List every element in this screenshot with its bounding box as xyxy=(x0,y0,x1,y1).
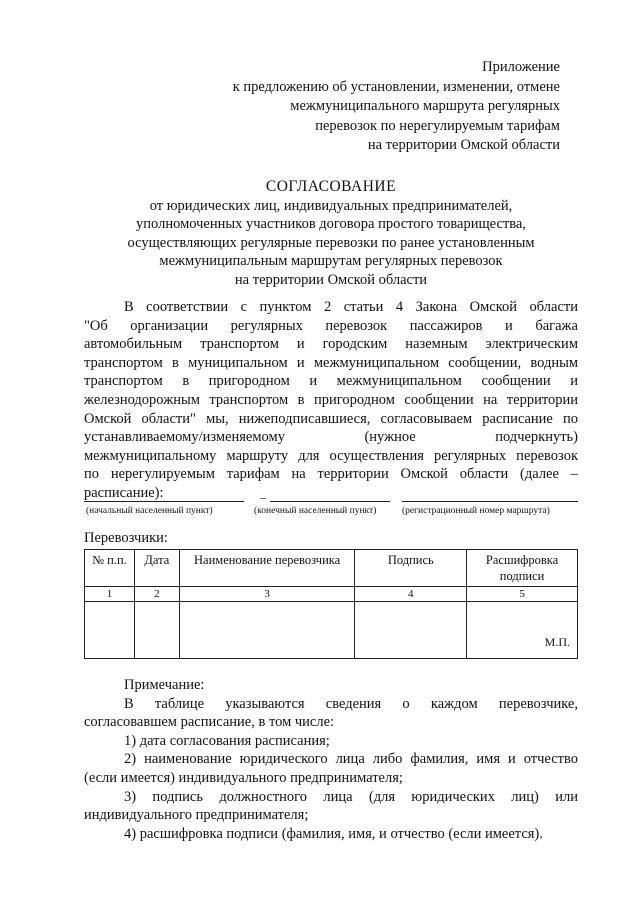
agreement-paragraph xyxy=(84,298,578,503)
carrier-name-cell[interactable] xyxy=(179,602,355,659)
number-cell[interactable] xyxy=(85,602,135,659)
paragraph-line: транспортом в пригородном и межмуниципальном сообщении и xyxy=(84,373,578,390)
note-line: 1) дата согласования расписания; xyxy=(124,732,330,749)
appendix-line: межмуниципального маршрута регулярных xyxy=(290,98,560,114)
paragraph-line: железнодорожным транспортом в пригородном сообщении на территории xyxy=(84,391,578,408)
paragraph-line: устанавливаемому/изменяемому (нужное подчеркнуть) xyxy=(84,429,578,446)
paragraph-line: по нерегулируемым тарифам на территории Омской области (далее – xyxy=(84,466,578,483)
end-point-caption: (конечный населенный пункт) xyxy=(254,506,377,516)
column-header-signature-transcript: Расшифровка подписи xyxy=(467,550,578,587)
end-point-blank[interactable] xyxy=(270,501,390,502)
note-line: В таблице указываются сведения о каждом перевозчике, xyxy=(124,695,578,712)
note-title: Примечание: xyxy=(124,677,205,693)
heading-line: от юридических лиц, индивидуальных предпринимателей, xyxy=(149,197,513,214)
note-line: согласовавшем расписание, в том числе: xyxy=(84,714,335,731)
paragraph-line: Омской области" мы, нижеподписавшиеся, согласовываем расписание по xyxy=(84,410,578,427)
note-line: 3) подпись должностного лица (для юридических лиц) или xyxy=(124,788,578,805)
table-row xyxy=(85,602,578,659)
heading-line: межмуниципальным маршрутам регулярных перевозок xyxy=(159,253,503,269)
route-fill-in-row xyxy=(84,482,578,522)
stamp-place-label: М.П. xyxy=(544,635,570,649)
column-header-signature: Подпись xyxy=(355,550,467,587)
appendix-line: на территории Омской области xyxy=(367,137,560,153)
date-cell[interactable] xyxy=(134,602,179,659)
start-point-blank[interactable] xyxy=(84,501,244,502)
paragraph-line: В соответствии с пунктом 2 статьи 4 Закона Омской области xyxy=(124,299,578,315)
heading-line: уполномоченных участников договора простого товарищества, xyxy=(136,216,526,232)
appendix-line: перевозок по нерегулируемым тарифам xyxy=(315,117,560,134)
paragraph-line: расписание): xyxy=(84,484,164,501)
signature-cell[interactable] xyxy=(355,602,467,659)
column-number: 2 xyxy=(134,587,179,602)
start-point-caption: (начальный населенный пункт) xyxy=(86,506,213,516)
column-header-carrier-name: Наименование перевозчика xyxy=(179,550,355,587)
paragraph-line: межмуниципальному маршруту для осуществления регулярных перевозок xyxy=(84,447,578,464)
document-title: СОГЛАСОВАНИЕ xyxy=(265,178,397,195)
column-header-number: № п.п. xyxy=(85,550,135,587)
note-line: 2) наименование юридического лица либо фамилия, имя и отчество xyxy=(124,751,578,768)
registration-number-caption: (регистрационный номер маршрута) xyxy=(402,506,550,516)
note-line: 4) расшифровка подписи (фамилия, имя, и отчество (если имеется). xyxy=(124,825,543,842)
note-line: индивидуального предпринимателя; xyxy=(84,807,309,824)
carriers-label: Перевозчики: xyxy=(84,530,168,546)
heading-line: осуществляющих регулярные перевозки по ранее установленным xyxy=(127,234,535,251)
paragraph-line: автомобильным транспортом и городским наземным электрическим xyxy=(84,336,578,353)
column-header-date: Дата xyxy=(134,550,179,587)
route-dash: – xyxy=(260,490,266,504)
note-line: (если имеется) индивидуального предпринимателя; xyxy=(84,769,403,786)
column-number: 3 xyxy=(179,587,355,602)
paragraph-line: транспортом в муниципальном и межмуниципальном сообщении, водным xyxy=(84,354,578,371)
note-section xyxy=(84,676,578,843)
document-heading xyxy=(84,178,578,289)
column-number: 4 xyxy=(355,587,467,602)
column-number: 5 xyxy=(467,587,578,602)
paragraph-line: "Об организации регулярных перевозок пассажиров и багажа xyxy=(84,317,578,334)
heading-line: на территории Омской области xyxy=(234,271,428,288)
column-number: 1 xyxy=(85,587,135,602)
registration-number-blank[interactable] xyxy=(402,501,578,502)
appendix-line: к предложению об установлении, изменении, отмене xyxy=(232,78,560,95)
column-number-row xyxy=(85,587,578,602)
appendix-line: Приложение xyxy=(482,59,560,75)
signature-transcript-cell[interactable] xyxy=(467,602,578,659)
table-header-row xyxy=(85,550,578,587)
appendix-header xyxy=(160,58,560,156)
carriers-table xyxy=(84,549,578,659)
